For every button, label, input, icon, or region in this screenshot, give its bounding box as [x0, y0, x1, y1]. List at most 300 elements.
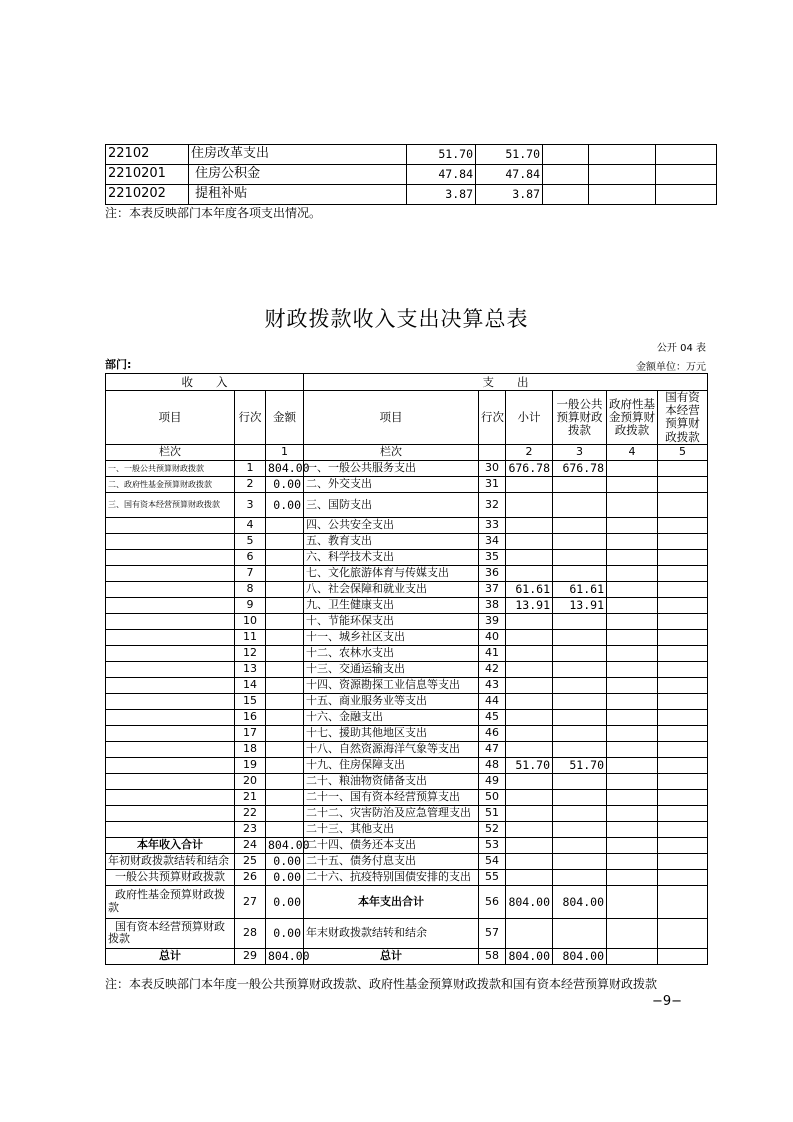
expense-line: 33	[479, 517, 506, 533]
total-amount: 47.84	[407, 165, 476, 185]
expense-line: 32	[479, 492, 506, 517]
empty-cell	[543, 145, 589, 165]
income-line: 28	[235, 918, 266, 948]
state-capital-amount	[658, 805, 708, 821]
fund-budget-amount	[607, 757, 658, 773]
header-row-columns	[106, 391, 708, 445]
empty-cell	[543, 185, 589, 205]
income-line: 18	[235, 741, 266, 757]
table-row	[106, 693, 708, 709]
col-index-5: 5	[658, 444, 708, 460]
income-line: 20	[235, 773, 266, 789]
table-row	[106, 853, 708, 869]
income-amount: 0.00	[266, 476, 304, 492]
column-index-row	[106, 444, 708, 460]
expense-line: 39	[479, 613, 506, 629]
expense-item: 二十四、债务还本支出	[304, 837, 479, 853]
state-capital-amount	[658, 476, 708, 492]
fund-budget-amount	[607, 773, 658, 789]
subtotal-amount	[506, 517, 553, 533]
fund-budget-amount	[607, 492, 658, 517]
expense-line: 35	[479, 549, 506, 565]
subtotal-amount	[506, 709, 553, 725]
fund-budget-amount	[607, 821, 658, 837]
income-amount: 804.00	[266, 460, 304, 476]
general-budget-amount	[553, 533, 607, 549]
state-capital-amount	[658, 597, 708, 613]
income-line: 19	[235, 757, 266, 773]
subtotal-amount	[506, 773, 553, 789]
expense-item: 六、科学技术支出	[304, 549, 479, 565]
income-line: 25	[235, 853, 266, 869]
state-capital-amount	[658, 821, 708, 837]
expense-item: 五、教育支出	[304, 533, 479, 549]
expense-item: 四、公共安全支出	[304, 517, 479, 533]
state-capital-amount	[658, 709, 708, 725]
state-capital-amount	[658, 677, 708, 693]
fund-budget-amount	[607, 693, 658, 709]
empty-cell	[656, 165, 717, 185]
expense-item: 十、节能环保支出	[304, 613, 479, 629]
expense-item: 本年支出合计	[304, 885, 479, 918]
empty-cell	[656, 185, 717, 205]
table-row	[106, 145, 717, 165]
expense-line: 53	[479, 837, 506, 853]
expense-item: 总计	[304, 948, 479, 964]
form-number: 公开 04 表	[656, 343, 706, 354]
income-amount	[266, 581, 304, 597]
subtotal-amount	[506, 725, 553, 741]
subtotal-amount: 676.78	[506, 460, 553, 476]
fund-budget-amount	[607, 661, 658, 677]
income-item-header: 项目	[106, 391, 235, 445]
state-capital-amount	[658, 789, 708, 805]
expense-line: 44	[479, 693, 506, 709]
expense-line: 58	[479, 948, 506, 964]
income-item	[106, 757, 235, 773]
expense-line: 37	[479, 581, 506, 597]
income-line: 7	[235, 565, 266, 581]
income-amount	[266, 661, 304, 677]
income-line: 15	[235, 693, 266, 709]
table-row	[106, 185, 717, 205]
income-item	[106, 805, 235, 821]
table-row	[106, 805, 708, 821]
income-amount	[266, 693, 304, 709]
income-header: 收 入	[106, 374, 304, 391]
state-capital-amount	[658, 869, 708, 885]
expense-line: 45	[479, 709, 506, 725]
table-row	[106, 645, 708, 661]
income-amount	[266, 597, 304, 613]
subtotal-amount: 51.70	[506, 757, 553, 773]
fund-budget-amount	[607, 853, 658, 869]
expense-line: 51	[479, 805, 506, 821]
general-budget-amount	[553, 677, 607, 693]
total-amount: 3.87	[407, 185, 476, 205]
state-capital-amount	[658, 693, 708, 709]
total-amount: 51.70	[407, 145, 476, 165]
subtotal-amount	[506, 476, 553, 492]
state-capital-amount	[658, 773, 708, 789]
table-row	[106, 517, 708, 533]
fund-budget-amount	[607, 476, 658, 492]
income-item	[106, 661, 235, 677]
empty-cell	[589, 165, 656, 185]
table-row	[106, 757, 708, 773]
subtotal-amount	[506, 565, 553, 581]
income-amount	[266, 549, 304, 565]
income-item	[106, 629, 235, 645]
expense-line: 56	[479, 885, 506, 918]
fund-budget-amount	[607, 565, 658, 581]
expense-item: 十六、金融支出	[304, 709, 479, 725]
subtotal-amount	[506, 645, 553, 661]
state-capital-amount	[658, 629, 708, 645]
subtotal-amount	[506, 741, 553, 757]
general-budget-amount: 61.61	[553, 581, 607, 597]
subtotal-amount	[506, 821, 553, 837]
subtotal-amount	[506, 533, 553, 549]
expense-item: 十三、交通运输支出	[304, 661, 479, 677]
income-amount: 0.00	[266, 885, 304, 918]
col-index-2: 2	[506, 444, 553, 460]
table-row	[106, 629, 708, 645]
income-amount: 0.00	[266, 869, 304, 885]
expense-line: 31	[479, 476, 506, 492]
expense-line: 48	[479, 757, 506, 773]
income-amount	[266, 805, 304, 821]
table-row	[106, 661, 708, 677]
fund-budget-amount	[607, 837, 658, 853]
income-item	[106, 613, 235, 629]
expense-item: 十一、城乡社区支出	[304, 629, 479, 645]
col-label-2: 栏次	[304, 444, 479, 460]
expense-line: 57	[479, 918, 506, 948]
expense-item: 二十一、国有资本经营预算支出	[304, 789, 479, 805]
item-code: 2210202	[106, 185, 189, 205]
income-item	[106, 565, 235, 581]
general-budget-amount: 804.00	[553, 885, 607, 918]
expense-line: 50	[479, 789, 506, 805]
general-budget-amount	[553, 549, 607, 565]
table-row	[106, 821, 708, 837]
expense-item: 年末财政拨款结转和结余	[304, 918, 479, 948]
table-row	[106, 948, 708, 964]
state-capital-amount	[658, 549, 708, 565]
item-name: 提租补贴	[189, 185, 407, 205]
state-capital-amount	[658, 948, 708, 964]
income-item	[106, 677, 235, 693]
subtotal-amount	[506, 805, 553, 821]
general-budget-amount	[553, 853, 607, 869]
income-line: 24	[235, 837, 266, 853]
income-line: 23	[235, 821, 266, 837]
report-title: 财政拨款收入支出决算总表	[264, 307, 529, 331]
state-capital-amount	[658, 837, 708, 853]
subtotal-amount	[506, 629, 553, 645]
general-budget-amount	[553, 693, 607, 709]
fund-budget-amount	[607, 677, 658, 693]
expense-item: 二十六、抗疫特别国债安排的支出	[304, 869, 479, 885]
table-row	[106, 741, 708, 757]
income-line-header: 行次	[235, 391, 266, 445]
state-capital-amount	[658, 853, 708, 869]
empty-cell	[479, 444, 506, 460]
state-capital-amount	[658, 613, 708, 629]
department-label: 部门:	[105, 358, 132, 371]
subtotal-amount	[506, 869, 553, 885]
expense-item: 二十二、灾害防治及应急管理支出	[304, 805, 479, 821]
basic-amount: 51.70	[476, 145, 543, 165]
fund-budget-amount	[607, 869, 658, 885]
fund-budget-header: 政府性基金预算财政拨款	[607, 391, 658, 445]
state-capital-amount	[658, 565, 708, 581]
expense-item: 二十、粮油物资储备支出	[304, 773, 479, 789]
income-line: 11	[235, 629, 266, 645]
expense-item: 七、文化旅游体育与传媒支出	[304, 565, 479, 581]
fund-budget-amount	[607, 597, 658, 613]
expense-line: 54	[479, 853, 506, 869]
empty-cell	[589, 185, 656, 205]
income-amount	[266, 757, 304, 773]
income-amount: 0.00	[266, 492, 304, 517]
income-line: 2	[235, 476, 266, 492]
item-code: 22102	[106, 145, 189, 165]
income-line: 26	[235, 869, 266, 885]
income-line: 4	[235, 517, 266, 533]
income-amount	[266, 533, 304, 549]
income-item	[106, 693, 235, 709]
subtotal-amount	[506, 661, 553, 677]
table-row	[106, 885, 708, 918]
general-budget-amount	[553, 476, 607, 492]
income-line: 6	[235, 549, 266, 565]
expense-line-header: 行次	[479, 391, 506, 445]
general-budget-amount	[553, 837, 607, 853]
table-row	[106, 549, 708, 565]
expense-line: 42	[479, 661, 506, 677]
expense-item: 十八、自然资源海洋气象等支出	[304, 741, 479, 757]
fund-budget-amount	[607, 709, 658, 725]
summary-table-note: 注：本表反映部门本年度一般公共预算财政拨款、政府性基金预算财政拨款和国有资本经营预算财政拨款	[105, 977, 658, 991]
general-budget-amount	[553, 773, 607, 789]
top-table-note: 注：本表反映部门本年度各项支出情况。	[105, 206, 322, 220]
table-row	[106, 613, 708, 629]
table-row	[106, 869, 708, 885]
state-capital-amount	[658, 757, 708, 773]
table-row	[106, 533, 708, 549]
empty-cell	[589, 145, 656, 165]
table-row	[106, 460, 708, 476]
empty-cell	[656, 145, 717, 165]
income-amount: 804.00	[266, 948, 304, 964]
general-budget-amount	[553, 821, 607, 837]
general-budget-amount	[553, 789, 607, 805]
state-capital-amount	[658, 517, 708, 533]
table-row	[106, 492, 708, 517]
fund-budget-amount	[607, 581, 658, 597]
table-row	[106, 918, 708, 948]
state-capital-amount	[658, 581, 708, 597]
income-amount	[266, 709, 304, 725]
income-item: 政府性基金预算财政拨款	[106, 885, 235, 918]
general-budget-amount	[553, 565, 607, 581]
income-amount	[266, 741, 304, 757]
state-capital-amount	[658, 725, 708, 741]
state-capital-amount	[658, 741, 708, 757]
expense-line: 38	[479, 597, 506, 613]
state-capital-amount	[658, 661, 708, 677]
general-budget-amount: 51.70	[553, 757, 607, 773]
general-budget-amount	[553, 517, 607, 533]
state-capital-header: 国有资本经营预算财政拨款	[658, 391, 708, 445]
general-budget-amount	[553, 492, 607, 517]
income-line: 16	[235, 709, 266, 725]
income-line: 3	[235, 492, 266, 517]
income-line: 17	[235, 725, 266, 741]
header-row-group	[106, 374, 708, 391]
income-line: 8	[235, 581, 266, 597]
unit-label: 金额单位：万元	[636, 362, 706, 373]
income-line: 14	[235, 677, 266, 693]
fund-budget-amount	[607, 725, 658, 741]
table-row	[106, 773, 708, 789]
income-amount	[266, 821, 304, 837]
subtotal-amount	[506, 837, 553, 853]
table-row	[106, 565, 708, 581]
state-capital-amount	[658, 492, 708, 517]
subtotal-amount	[506, 613, 553, 629]
fund-budget-amount	[607, 533, 658, 549]
general-budget-amount	[553, 613, 607, 629]
state-capital-amount	[658, 918, 708, 948]
income-amount	[266, 677, 304, 693]
subtotal-amount	[506, 693, 553, 709]
income-amount-header: 金额	[266, 391, 304, 445]
income-item	[106, 581, 235, 597]
income-item: 国有资本经营预算财政拨款	[106, 918, 235, 948]
expense-line: 40	[479, 629, 506, 645]
state-capital-amount	[658, 645, 708, 661]
col-index-3: 3	[553, 444, 607, 460]
general-budget-amount: 676.78	[553, 460, 607, 476]
fund-budget-amount	[607, 629, 658, 645]
subtotal-amount: 61.61	[506, 581, 553, 597]
income-line: 13	[235, 661, 266, 677]
item-code: 2210201	[106, 165, 189, 185]
general-budget-amount: 804.00	[553, 948, 607, 964]
empty-cell	[235, 444, 266, 460]
income-amount	[266, 629, 304, 645]
subtotal-amount: 804.00	[506, 948, 553, 964]
income-item: 一般公共预算财政拨款	[106, 869, 235, 885]
income-amount: 804.00	[266, 837, 304, 853]
expense-item: 二、外交支出	[304, 476, 479, 492]
income-amount: 0.00	[266, 853, 304, 869]
expense-item: 十二、农林水支出	[304, 645, 479, 661]
table-row	[106, 789, 708, 805]
expense-line: 49	[479, 773, 506, 789]
expense-line: 36	[479, 565, 506, 581]
income-line: 21	[235, 789, 266, 805]
income-item	[106, 709, 235, 725]
fund-budget-amount	[607, 948, 658, 964]
fund-budget-amount	[607, 613, 658, 629]
income-amount	[266, 517, 304, 533]
fiscal-summary-table	[105, 373, 708, 965]
income-item	[106, 789, 235, 805]
general-budget-amount	[553, 709, 607, 725]
expense-line: 47	[479, 741, 506, 757]
income-item: 一、一般公共预算财政拨款	[106, 460, 235, 476]
expense-item: 二十三、其他支出	[304, 821, 479, 837]
table-row	[106, 597, 708, 613]
expense-detail-table	[105, 144, 717, 205]
subtotal-amount	[506, 677, 553, 693]
income-item	[106, 821, 235, 837]
income-item	[106, 517, 235, 533]
fund-budget-amount	[607, 805, 658, 821]
expense-item: 二十五、债务付息支出	[304, 853, 479, 869]
subtotal-amount: 13.91	[506, 597, 553, 613]
income-amount	[266, 565, 304, 581]
expense-item: 三、国防支出	[304, 492, 479, 517]
subtotal-amount	[506, 853, 553, 869]
expense-line: 34	[479, 533, 506, 549]
table-row	[106, 581, 708, 597]
income-line: 10	[235, 613, 266, 629]
subtotal-amount	[506, 789, 553, 805]
expense-item: 一、一般公共服务支出	[304, 460, 479, 476]
expense-item: 十四、资源勘探工业信息等支出	[304, 677, 479, 693]
income-line: 22	[235, 805, 266, 821]
table-row	[106, 165, 717, 185]
income-line: 27	[235, 885, 266, 918]
general-budget-amount	[553, 918, 607, 948]
income-item	[106, 597, 235, 613]
general-budget-amount	[553, 805, 607, 821]
expense-header: 支 出	[304, 374, 708, 391]
income-item	[106, 533, 235, 549]
fund-budget-amount	[607, 645, 658, 661]
basic-amount: 47.84	[476, 165, 543, 185]
general-budget-amount	[553, 629, 607, 645]
col-index-1: 1	[266, 444, 304, 460]
income-line: 9	[235, 597, 266, 613]
subtotal-header: 小计	[506, 391, 553, 445]
subtotal-amount	[506, 549, 553, 565]
expense-item: 八、社会保障和就业支出	[304, 581, 479, 597]
table-row	[106, 476, 708, 492]
table-row	[106, 837, 708, 853]
subtotal-amount	[506, 918, 553, 948]
general-budget-amount	[553, 645, 607, 661]
expense-item: 十七、援助其他地区支出	[304, 725, 479, 741]
expense-item-header: 项目	[304, 391, 479, 445]
fund-budget-amount	[607, 885, 658, 918]
income-line: 5	[235, 533, 266, 549]
expense-line: 52	[479, 821, 506, 837]
expense-line: 41	[479, 645, 506, 661]
income-line: 1	[235, 460, 266, 476]
fund-budget-amount	[607, 741, 658, 757]
income-item: 年初财政拨款结转和结余	[106, 853, 235, 869]
general-budget-amount	[553, 741, 607, 757]
income-amount	[266, 789, 304, 805]
income-item	[106, 773, 235, 789]
expense-item: 九、卫生健康支出	[304, 597, 479, 613]
